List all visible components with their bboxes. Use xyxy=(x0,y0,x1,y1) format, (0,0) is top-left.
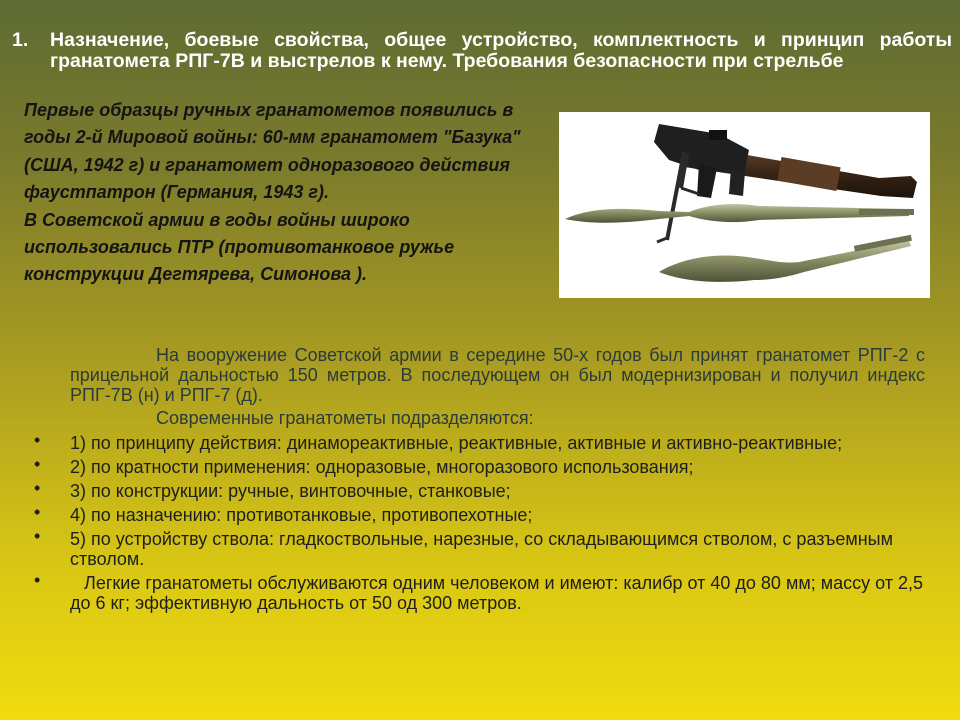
bullet-icon: • xyxy=(34,478,41,498)
title-text: Назначение, боевые свойства, общее устройство, комплектность и принцип работы гранатомета РПГ-7В и выстрелов к нему. Требования безопасности при стрельбе xyxy=(50,29,952,72)
bullet-icon: • xyxy=(34,430,41,450)
list-item: • 3) по конструкции: ручные, винтовочные, станковые; xyxy=(34,478,511,501)
title-number: 1. xyxy=(12,29,29,51)
bullet-icon: • xyxy=(34,526,41,546)
list-item: • 1) по принципу действия: динамореактивные, реактивные, активные и активно-реактивные; xyxy=(34,430,843,453)
main-content xyxy=(34,345,925,616)
rpg-illustration xyxy=(559,112,930,298)
bullet-icon: • xyxy=(34,502,41,522)
list-item: • 4) по назначению: противотанковые, противопехотные; xyxy=(34,502,533,525)
intro-paragraph-2: В Советской армии в годы войны широко использовались ПТР (противотанковое ружье конструкции Дегтярева, Симонова ). xyxy=(24,209,455,285)
classification-heading: Современные гранатометы подразделяются: xyxy=(156,408,534,428)
history-paragraph: На вооружение Советской армии в середине 50-х годов был принят гранатомет РПГ-2 с прицельной дальностью 150 метров. В последующем он был модернизирован и получил индекс РПГ-7В (н) и РПГ-7 (д). xyxy=(70,345,925,405)
classification-list xyxy=(34,430,925,613)
intro-text-block xyxy=(24,97,544,289)
intro-paragraph-1: Первые образцы ручных гранатометов появились в годы 2-й Мировой войны: 60-мм гранатомет "Базука" (США, 1942 г) и гранатомет одноразового действия фаустпатрон (Германия, 1943 г). xyxy=(24,100,521,203)
slide-title xyxy=(12,30,952,72)
list-item: • Легкие гранатометы обслуживаются одним человеком и имеют: калибр от 40 до 80 мм; массу от 2,5 до 6 кг; эффективную дальность от 50 од 300 метров. xyxy=(34,570,923,613)
bullet-icon: • xyxy=(34,570,41,590)
bullet-icon: • xyxy=(34,454,41,474)
rpg-weapon-photo xyxy=(559,112,930,298)
list-item: • 2) по кратности применения: одноразовые, многоразового использования; xyxy=(34,454,694,477)
list-item: • 5) по устройству ствола: гладкоствольные, нарезные, со складывающимся стволом, с разъемным стволом. xyxy=(34,526,893,569)
